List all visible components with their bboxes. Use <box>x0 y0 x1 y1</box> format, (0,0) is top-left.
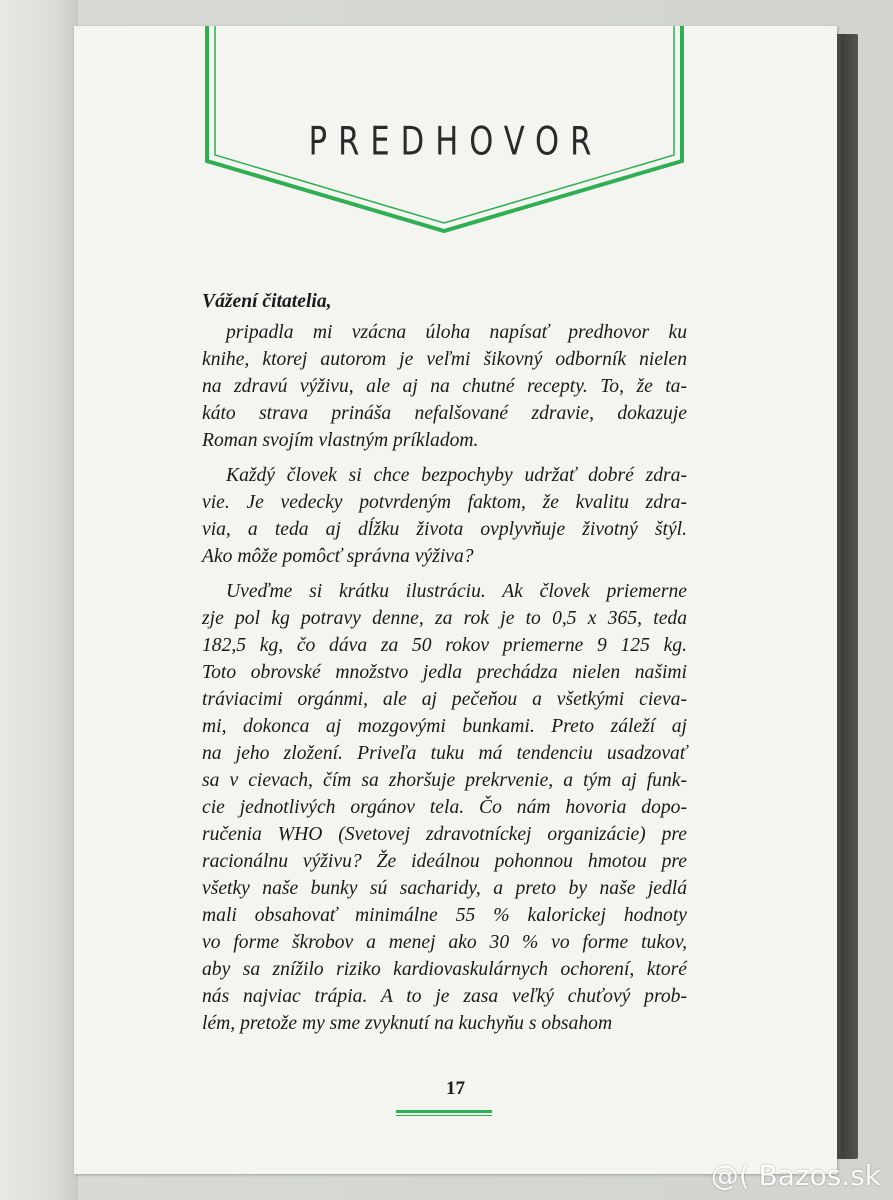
text-line: sa v cievach, čím sa zhoršuje prekrvenie, a tým aj funk- <box>202 770 687 791</box>
text-line: Toto obrovské množstvo jedla prechádza nielen našimi <box>202 662 687 683</box>
text-line: vie. Je vedecky potvrdeným faktom, že kvalitu zdra- <box>202 492 687 513</box>
text-line: Každý človek si chce bezpochyby udržať dobré zdra- <box>226 465 687 486</box>
text-line: zje pol kg potravy denne, za rok je to 0,5 x 365, teda <box>202 608 687 629</box>
text-line: na jeho zložení. Priveľa tuku má tendenciu usadzovať <box>202 743 687 764</box>
text-line: Uveďme si krátku ilustráciu. Ak človek priemerne <box>226 581 687 602</box>
text-line: Roman svojím vlastným príkladom. <box>202 430 479 451</box>
text-line: lém, pretože my sme zvyknutí na kuchyňu s obsahom <box>202 1013 613 1034</box>
text-line: pripadla mi vzácna úloha napísať predhovor ku <box>226 322 687 343</box>
text-line: ručenia WHO (Svetovej zdravotníckej organizácie) pre <box>202 824 687 845</box>
text-line: knihe, ktorej autorom je veľmi šikovný odborník nielen <box>202 349 687 370</box>
book-page <box>74 26 837 1174</box>
text-line: 182,5 kg, čo dáva za 50 rokov priemerne 9 125 kg. <box>202 635 687 656</box>
text-line: tráviacimi orgánmi, ale aj pečeňou a všetkými cieva- <box>202 689 687 710</box>
body-text <box>202 288 687 1045</box>
paragraph <box>202 578 687 1037</box>
text-line: nás najviac trápia. A to je zasa veľký chuťový prob- <box>202 986 687 1007</box>
page-number: 17 <box>446 1078 465 1099</box>
text-line: káto strava prináša nefalšované zdravie, dokazuje <box>202 403 687 424</box>
paragraph <box>202 319 687 454</box>
text-line: Ako môže pomôcť správna výživa? <box>202 546 474 567</box>
left-page-edge <box>0 0 78 1200</box>
text-line: všetky naše bunky sú sacharidy, a preto by naše jedlá <box>202 878 687 899</box>
watermark-logo: @( Bazos.sk <box>710 1159 881 1192</box>
text-line: aby sa znížilo riziko kardiovaskulárnych ochorení, ktoré <box>202 959 687 980</box>
text-line: mali obsahovať minimálne 55 % kalorickej hodnoty <box>202 905 687 926</box>
text-line: cie jednotlivých orgánov tela. Čo nám hovoria dopo- <box>202 797 687 818</box>
text-line: mi, dokonca aj mozgovými bunkami. Preto záleží aj <box>202 716 687 737</box>
paragraphs <box>202 319 687 1037</box>
chapter-title: PREDHOVOR <box>308 119 603 165</box>
salutation: Vážení čitatelia, <box>202 291 332 312</box>
paragraph <box>202 462 687 570</box>
footer-rule <box>396 1110 492 1116</box>
text-line: vo forme škrobov a menej ako 30 % vo forme tukov, <box>202 932 687 953</box>
text-line: via, a teda aj dĺžku života ovplyvňuje životný štýl. <box>202 519 687 540</box>
text-line: racionálnu výživu? Že ideálnou pohonnou hmotou pre <box>202 851 687 872</box>
text-line: na zdravú výživu, ale aj na chutné recepty. To, že ta- <box>202 376 687 397</box>
